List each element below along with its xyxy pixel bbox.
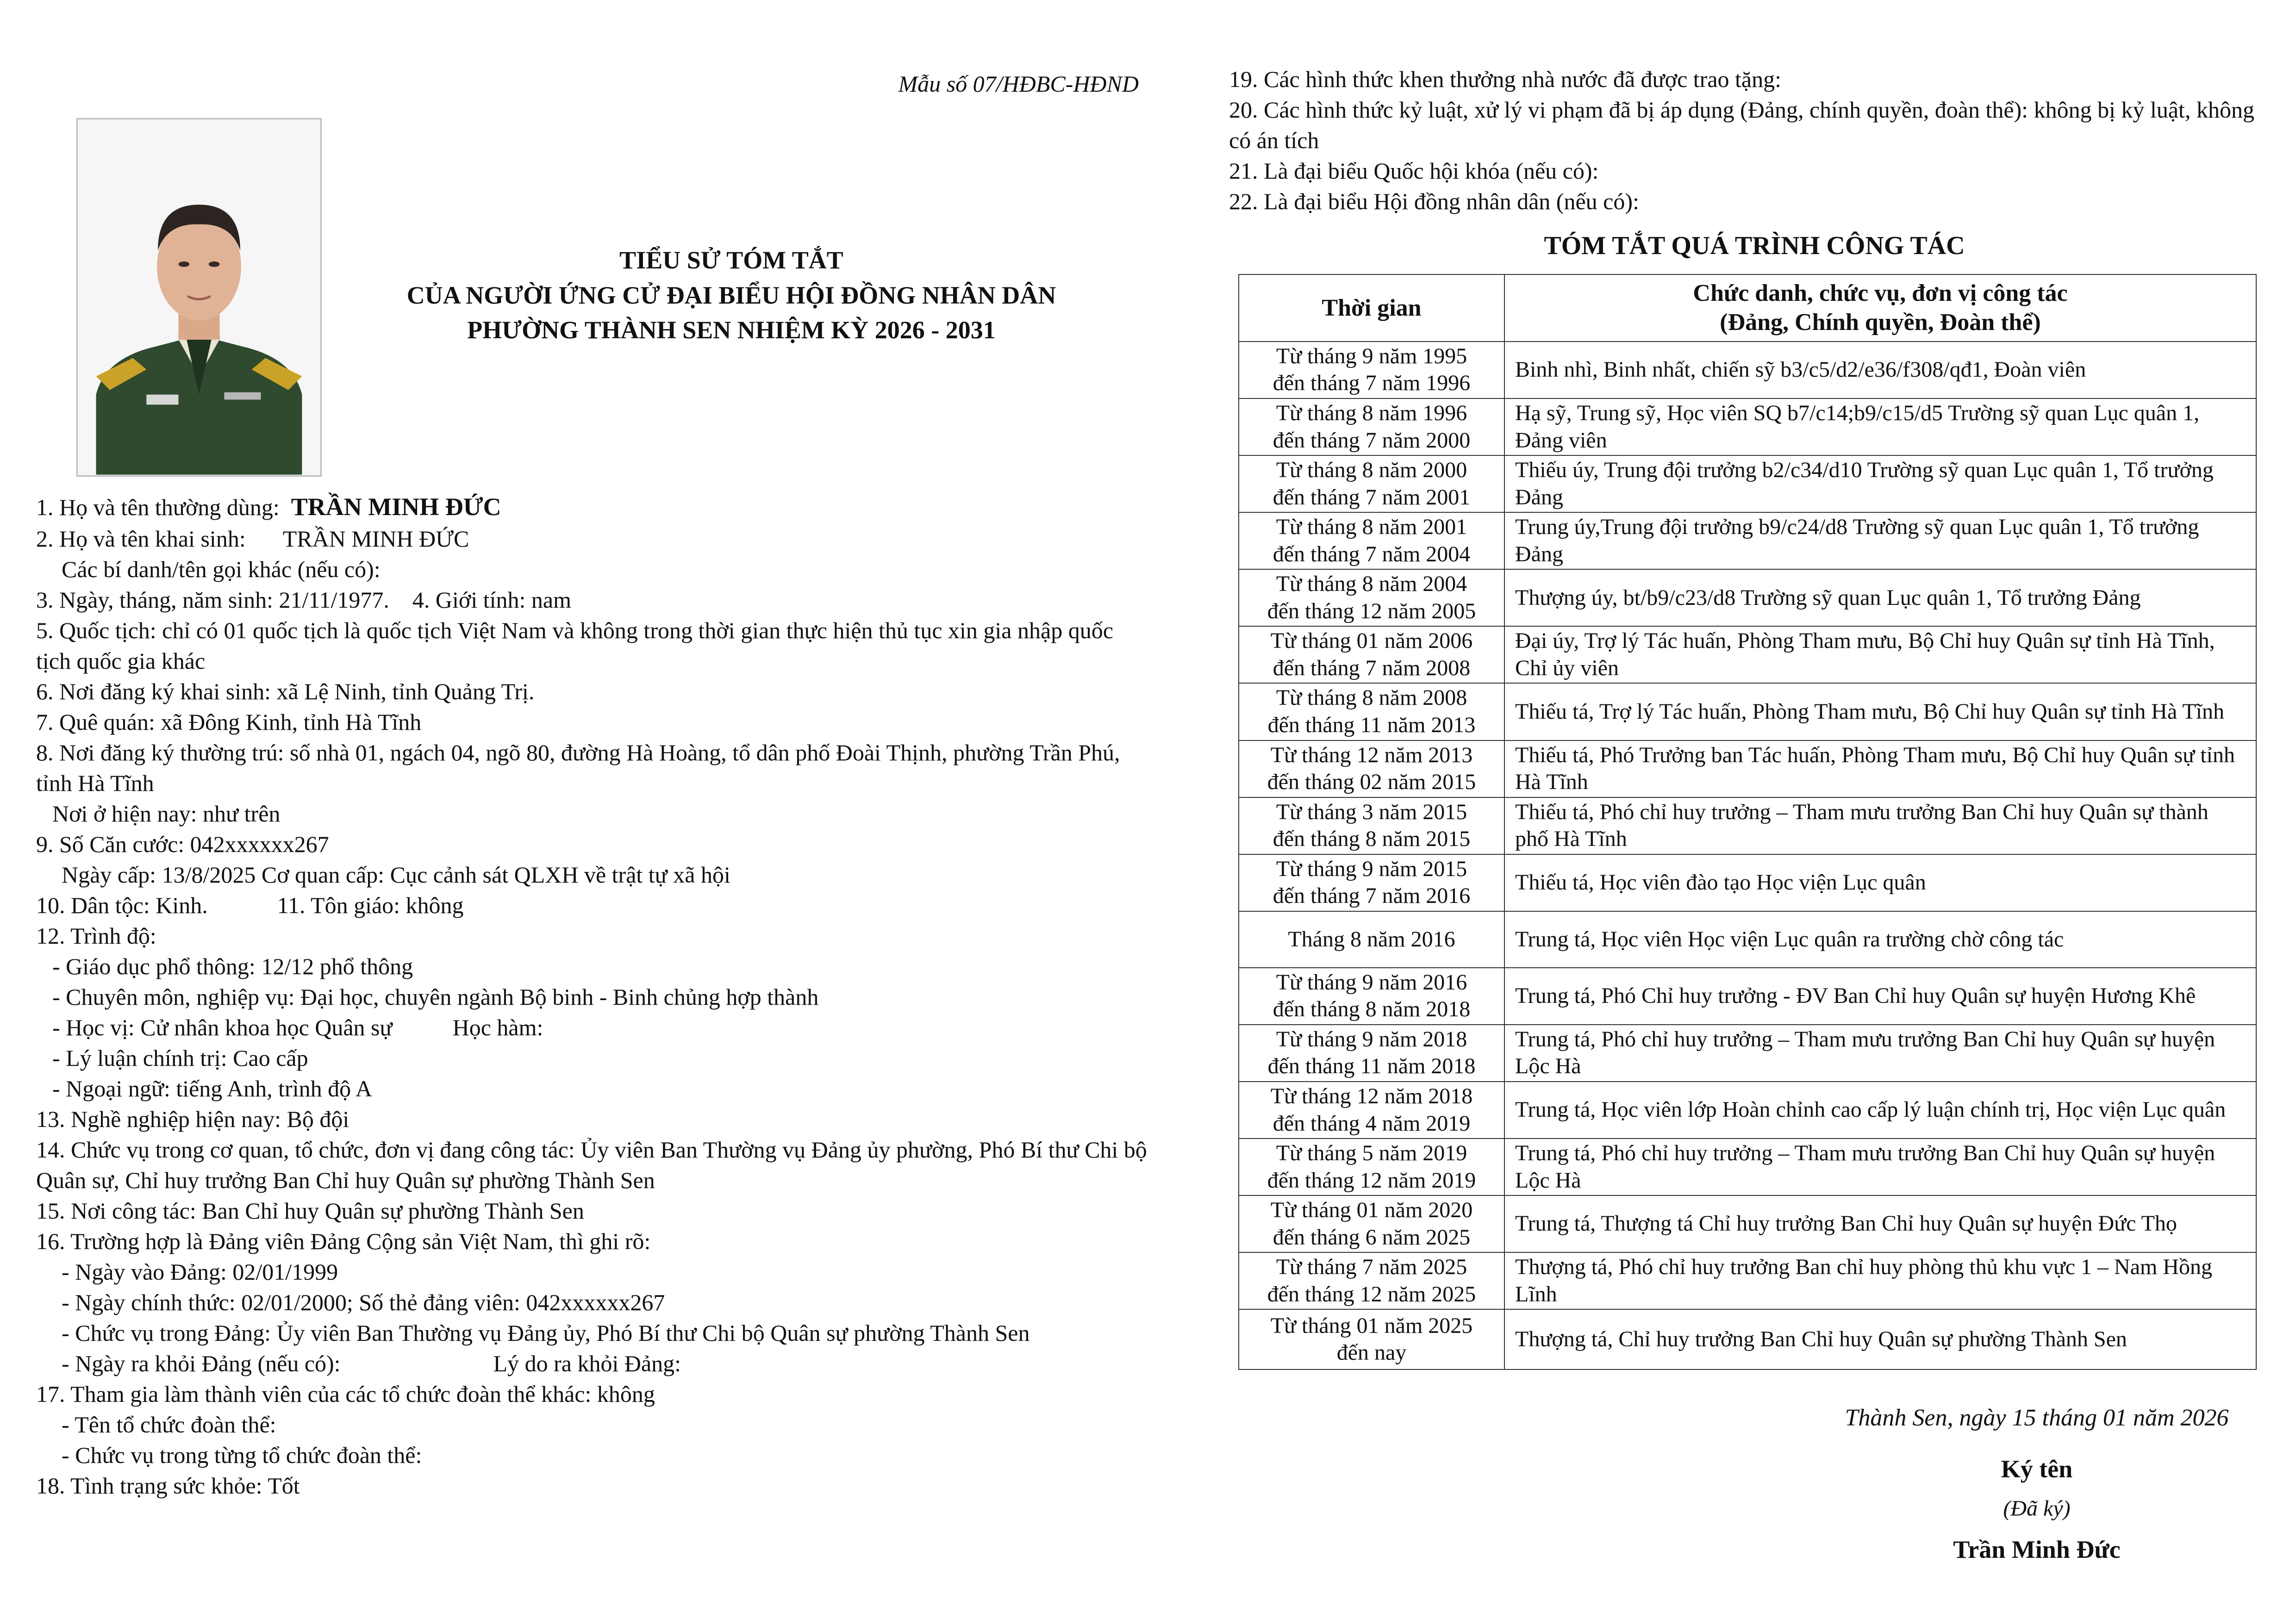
row-time (1239, 398, 1504, 455)
row-time-to: đến tháng 7 năm 1996 (1273, 371, 1471, 396)
field-party-join-date: - Ngày vào Đảng: 02/01/1999 (62, 1259, 338, 1285)
signature-signed: (Đã ký) (2003, 1496, 2071, 1521)
row-time (1239, 1309, 1504, 1369)
table-row (1239, 1082, 2256, 1139)
table-row (1239, 626, 2256, 683)
row-time (1239, 968, 1504, 1025)
field-general-education: - Giáo dục phổ thông: 12/12 phổ thông (52, 953, 413, 980)
row-time-to: đến nay (1336, 1340, 1407, 1365)
row-role: Thiếu tá, Phó Trưởng ban Tác huấn, Phòng Tham mưu, Bộ Chỉ huy Quân sự tỉnh Hà Tĩnh (1504, 740, 2256, 797)
document-title (315, 243, 1148, 348)
row-time (1239, 683, 1504, 740)
row-time-from: Từ tháng 9 năm 2018 (1276, 1027, 1467, 1052)
field-birth-registration: 6. Nơi đăng ký khai sinh: xã Lệ Ninh, tỉnh Quảng Trị. (36, 678, 535, 705)
field-organization-name: - Tên tổ chức đoàn thể: (62, 1412, 276, 1438)
row-time (1239, 911, 1504, 968)
field-discipline: 20. Các hình thức kỷ luật, xử lý vi phạm đã bị áp dụng (Đảng, chính quyền, đoàn thể): không bị kỷ luật, không có án tích (1229, 97, 2254, 153)
table-row (1239, 740, 2256, 797)
row-time-from: Từ tháng 01 năm 2020 (1270, 1198, 1473, 1223)
table-row (1239, 512, 2256, 569)
row-role: Thiếu tá, Học viên đào tạo Học viện Lục quân (1504, 854, 2256, 911)
work-history-table (1238, 274, 2257, 1370)
header-time: Thời gian (1239, 274, 1504, 342)
common-name-value: TRẦN MINH ĐỨC (291, 493, 501, 521)
field-permanent-address: 8. Nơi đăng ký thường trú: số nhà 01, ngách 04, ngõ 80, đường Hà Hoàng, tổ dân phố Đoài Thịnh, phường Trần Phú, tỉnh Hà Tĩnh (36, 740, 1120, 796)
table-row (1239, 455, 2256, 512)
table-header-row (1239, 274, 2256, 342)
field-degree: - Học vị: Cử nhân khoa học Quân sự Học hàm: (52, 1014, 543, 1041)
table-row (1239, 1252, 2256, 1309)
row-time-to: đến tháng 11 năm 2018 (1267, 1054, 1476, 1079)
row-time (1239, 854, 1504, 911)
field-peoples-council: 22. Là đại biểu Hội đồng nhân dân (nếu có): (1229, 188, 1639, 214)
row-time-from: Từ tháng 12 năm 2013 (1270, 742, 1473, 767)
row-time (1239, 626, 1504, 683)
signature-block (1713, 1402, 2296, 1567)
portrait-image (78, 119, 320, 475)
work-history-title: TÓM TẮT QUÁ TRÌNH CÔNG TÁC (1544, 231, 1965, 260)
row-time-to: đến tháng 7 năm 2004 (1273, 541, 1471, 566)
table-row (1239, 797, 2256, 854)
table-row (1239, 968, 2256, 1025)
row-time-from: Từ tháng 9 năm 2015 (1276, 856, 1467, 881)
field-education: 12. Trình độ: (36, 923, 156, 949)
row-time-from: Từ tháng 8 năm 2004 (1276, 572, 1467, 597)
row-time-to: đến tháng 8 năm 2018 (1273, 997, 1471, 1022)
row-time (1239, 569, 1504, 626)
row-role: Thượng tá, Chỉ huy trưởng Ban Chỉ huy Quân sự phường Thành Sen (1504, 1309, 2256, 1369)
row-time-from: Từ tháng 8 năm 1996 (1276, 400, 1467, 425)
row-time (1239, 512, 1504, 569)
row-time (1239, 455, 1504, 512)
row-role: Thượng tá, Phó chỉ huy trưởng Ban chỉ huy phòng thủ khu vực 1 – Nam Hồng Lĩnh (1504, 1252, 2256, 1309)
row-time-from: Từ tháng 01 năm 2006 (1270, 628, 1473, 653)
field-national-assembly: 21. Là đại biểu Quốc hội khóa (nếu có): (1229, 158, 1599, 184)
field-common-name: 1. Họ và tên thường dùng: TRẦN MINH ĐỨC (36, 493, 501, 521)
row-role: Thượng úy, bt/b9/c23/d8 Trường sỹ quan Lục quân 1, Tổ trưởng Đảng (1504, 569, 2256, 626)
table-row (1239, 1309, 2256, 1369)
row-time-from: Từ tháng 01 năm 2025 (1270, 1313, 1473, 1338)
field-position: 14. Chức vụ trong cơ quan, tổ chức, đơn vị đang công tác: Ủy viên Ban Thường vụ Đảng ủy phường, Phó Bí thư Chi bộ Quân sự, Chỉ huy trưởng Ban Chỉ huy Quân sự phường Thành Sen (36, 1137, 1147, 1194)
row-time (1239, 1139, 1504, 1195)
row-time-to: đến tháng 4 năm 2019 (1273, 1111, 1471, 1136)
row-time-to: đến tháng 12 năm 2025 (1267, 1282, 1476, 1307)
row-time-to: đến tháng 12 năm 2019 (1267, 1168, 1476, 1193)
row-role: Trung tá, Phó chỉ huy trưởng – Tham mưu trưởng Ban Chỉ huy Quân sự huyện Lộc Hà (1504, 1025, 2256, 1082)
row-time-to: đến tháng 7 năm 2001 (1273, 485, 1471, 510)
row-time (1239, 1252, 1504, 1309)
row-time-to: đến tháng 6 năm 2025 (1273, 1225, 1471, 1250)
row-time-from: Từ tháng 9 năm 2016 (1276, 970, 1467, 995)
row-time (1239, 342, 1504, 398)
signature-label: Ký tên (2001, 1455, 2073, 1483)
row-role: Đại úy, Trợ lý Tác huấn, Phòng Tham mưu, Bộ Chỉ huy Quân sự tỉnh Hà Tĩnh, Chỉ ủy viên (1504, 626, 2256, 683)
field-party-leave: - Ngày ra khỏi Đảng (nếu có): Lý do ra khỏi Đảng: (62, 1350, 681, 1377)
row-time (1239, 1082, 1504, 1139)
row-time-from: Từ tháng 8 năm 2008 (1276, 685, 1467, 710)
field-aliases: Các bí danh/tên gọi khác (nếu có): (62, 556, 381, 583)
row-time-from: Từ tháng 8 năm 2000 (1276, 458, 1467, 483)
additional-info (1229, 64, 2271, 217)
row-role: Thiếu tá, Phó chỉ huy trưởng – Tham mưu trưởng Ban Chỉ huy Quân sự thành phố Hà Tĩnh (1504, 797, 2256, 854)
row-role: Binh nhì, Binh nhất, chiến sỹ b3/c5/d2/e36/f308/qđ1, Đoàn viên (1504, 342, 2256, 398)
personal-info (36, 491, 1147, 1501)
row-role: Trung tá, Thượng tá Chỉ huy trưởng Ban Chỉ huy Quân sự huyện Đức Thọ (1504, 1195, 2256, 1252)
field-birth-name: 2. Họ và tên khai sinh: TRẦN MINH ĐỨC (36, 526, 469, 552)
row-time-from: Từ tháng 9 năm 1995 (1276, 343, 1467, 368)
row-time-to: đến tháng 7 năm 2016 (1273, 884, 1471, 908)
field-id-number: 9. Số Căn cước: 042xxxxxx267 (36, 831, 329, 858)
form-number: Mẫu số 07/HĐBC-HĐND (898, 71, 1139, 97)
table-row (1239, 683, 2256, 740)
row-role: Trung tá, Học viên lớp Hoàn chỉnh cao cấp lý luận chính trị, Học viện Lục quân (1504, 1082, 2256, 1139)
field-political-theory: - Lý luận chính trị: Cao cấp (52, 1045, 308, 1071)
table-row (1239, 569, 2256, 626)
row-time-from: Từ tháng 12 năm 2018 (1270, 1084, 1473, 1108)
row-time-to: đến tháng 02 năm 2015 (1267, 770, 1476, 795)
title-line-1: TIỂU SỬ TÓM TẮT (619, 246, 843, 274)
row-role: Thiếu tá, Trợ lý Tác huấn, Phòng Tham mưu, Bộ Chỉ huy Quân sự tỉnh Hà Tĩnh (1504, 683, 2256, 740)
row-time-to: đến tháng 11 năm 2013 (1267, 712, 1476, 737)
signer-name: Trần Minh Đức (1953, 1536, 2121, 1564)
field-id-issue: Ngày cấp: 13/8/2025 Cơ quan cấp: Cục cảnh sát QLXH về trật tự xã hội (62, 862, 730, 888)
title-line-2: CỦA NGƯỜI ỨNG CỬ ĐẠI BIỂU HỘI ĐỒNG NHÂN DÂN (406, 281, 1056, 309)
row-time-from: Từ tháng 3 năm 2015 (1276, 799, 1467, 824)
field-awards: 19. Các hình thức khen thưởng nhà nước đã được trao tặng: (1229, 66, 1781, 92)
row-time-from: Từ tháng 7 năm 2025 (1276, 1255, 1467, 1280)
row-time-from: Từ tháng 5 năm 2019 (1276, 1141, 1467, 1166)
field-current-residence: Nơi ở hiện nay: như trên (52, 801, 281, 827)
table-row (1239, 342, 2256, 398)
row-time-to: đến tháng 12 năm 2005 (1267, 598, 1476, 623)
work-history-body (1239, 342, 2256, 1370)
field-party-official-date: - Ngày chính thức: 02/01/2000; Số thẻ đảng viên: 042xxxxxx267 (62, 1289, 665, 1316)
field-organizations: 17. Tham gia làm thành viên của các tổ chức đoàn thể khác: không (36, 1381, 655, 1407)
field-workplace: 15. Nơi công tác: Ban Chỉ huy Quân sự phường Thành Sen (36, 1198, 584, 1224)
row-time (1239, 1195, 1504, 1252)
header-role: Chức danh, chức vụ, đơn vị công tác (Đảng, Chính quyền, Đoàn thể) (1504, 274, 2256, 342)
row-time (1239, 797, 1504, 854)
row-time-from: Tháng 8 năm 2016 (1288, 927, 1455, 952)
row-role: Trung úy,Trung đội trưởng b9/c24/d8 Trường sỹ quan Lục quân 1, Tổ trưởng Đảng (1504, 512, 2256, 569)
field-occupation: 13. Nghề nghiệp hiện nay: Bộ đội (36, 1106, 349, 1132)
field-ethnicity-religion: 10. Dân tộc: Kinh. 11. Tôn giáo: không (36, 892, 464, 919)
table-row (1239, 854, 2256, 911)
row-time-to: đến tháng 7 năm 2008 (1273, 655, 1471, 680)
table-row (1239, 1195, 2256, 1252)
field-hometown: 7. Quê quán: xã Đông Kinh, tỉnh Hà Tĩnh (36, 709, 422, 735)
field-foreign-language: - Ngoại ngữ: tiếng Anh, trình độ A (52, 1076, 372, 1102)
row-time (1239, 740, 1504, 797)
row-role: Hạ sỹ, Trung sỹ, Học viên SQ b7/c14;b9/c15/d5 Trường sỹ quan Lục quân 1, Đảng viên (1504, 398, 2256, 455)
row-time-to: đến tháng 8 năm 2015 (1273, 827, 1471, 852)
row-role: Thiếu úy, Trung đội trưởng b2/c34/d10 Trường sỹ quan Lục quân 1, Tổ trưởng Đảng (1504, 455, 2256, 512)
signature-date: Thành Sen, ngày 15 tháng 01 năm 2026 (1845, 1405, 2229, 1431)
field-party-member: 16. Trường hợp là Đảng viên Đảng Cộng sản Việt Nam, thì ghi rõ: (36, 1228, 651, 1255)
row-time-to: đến tháng 7 năm 2000 (1273, 428, 1471, 453)
row-role: Trung tá, Phó chỉ huy trưởng – Tham mưu trưởng Ban Chỉ huy Quân sự huyện Lộc Hà (1504, 1139, 2256, 1195)
row-role: Trung tá, Học viên Học viện Lục quân ra trường chờ công tác (1504, 911, 2256, 968)
title-line-3: PHƯỜNG THÀNH SEN NHIỆM KỲ 2026 - 2031 (467, 316, 996, 344)
row-role: Trung tá, Phó Chỉ huy trưởng - ĐV Ban Chỉ huy Quân sự huyện Hương Khê (1504, 968, 2256, 1025)
field-specialization: - Chuyên môn, nghiệp vụ: Đại học, chuyên ngành Bộ binh - Binh chủng hợp thành (52, 984, 819, 1010)
table-row (1239, 1139, 2256, 1195)
portrait-photo (76, 118, 322, 477)
table-row (1239, 911, 2256, 968)
field-health: 18. Tình trạng sức khỏe: Tốt (36, 1473, 300, 1499)
field-organization-role: - Chức vụ trong từng tổ chức đoàn thể: (62, 1442, 422, 1468)
row-time (1239, 1025, 1504, 1082)
field-nationality: 5. Quốc tịch: chỉ có 01 quốc tịch là quốc tịch Việt Nam và không trong thời gian thực hiện thủ tục xin gia nhập quốc tịch quốc gia khác (36, 617, 1113, 674)
field-party-position: - Chức vụ trong Đảng: Ủy viên Ban Thường vụ Đảng ủy, Phó Bí thư Chi bộ Quân sự phường Thành Sen (62, 1320, 1030, 1346)
table-row (1239, 1025, 2256, 1082)
field-birthdate-gender: 3. Ngày, tháng, năm sinh: 21/11/1977. 4. Giới tính: nam (36, 587, 571, 613)
table-row (1239, 398, 2256, 455)
row-time-from: Từ tháng 8 năm 2001 (1276, 515, 1467, 540)
